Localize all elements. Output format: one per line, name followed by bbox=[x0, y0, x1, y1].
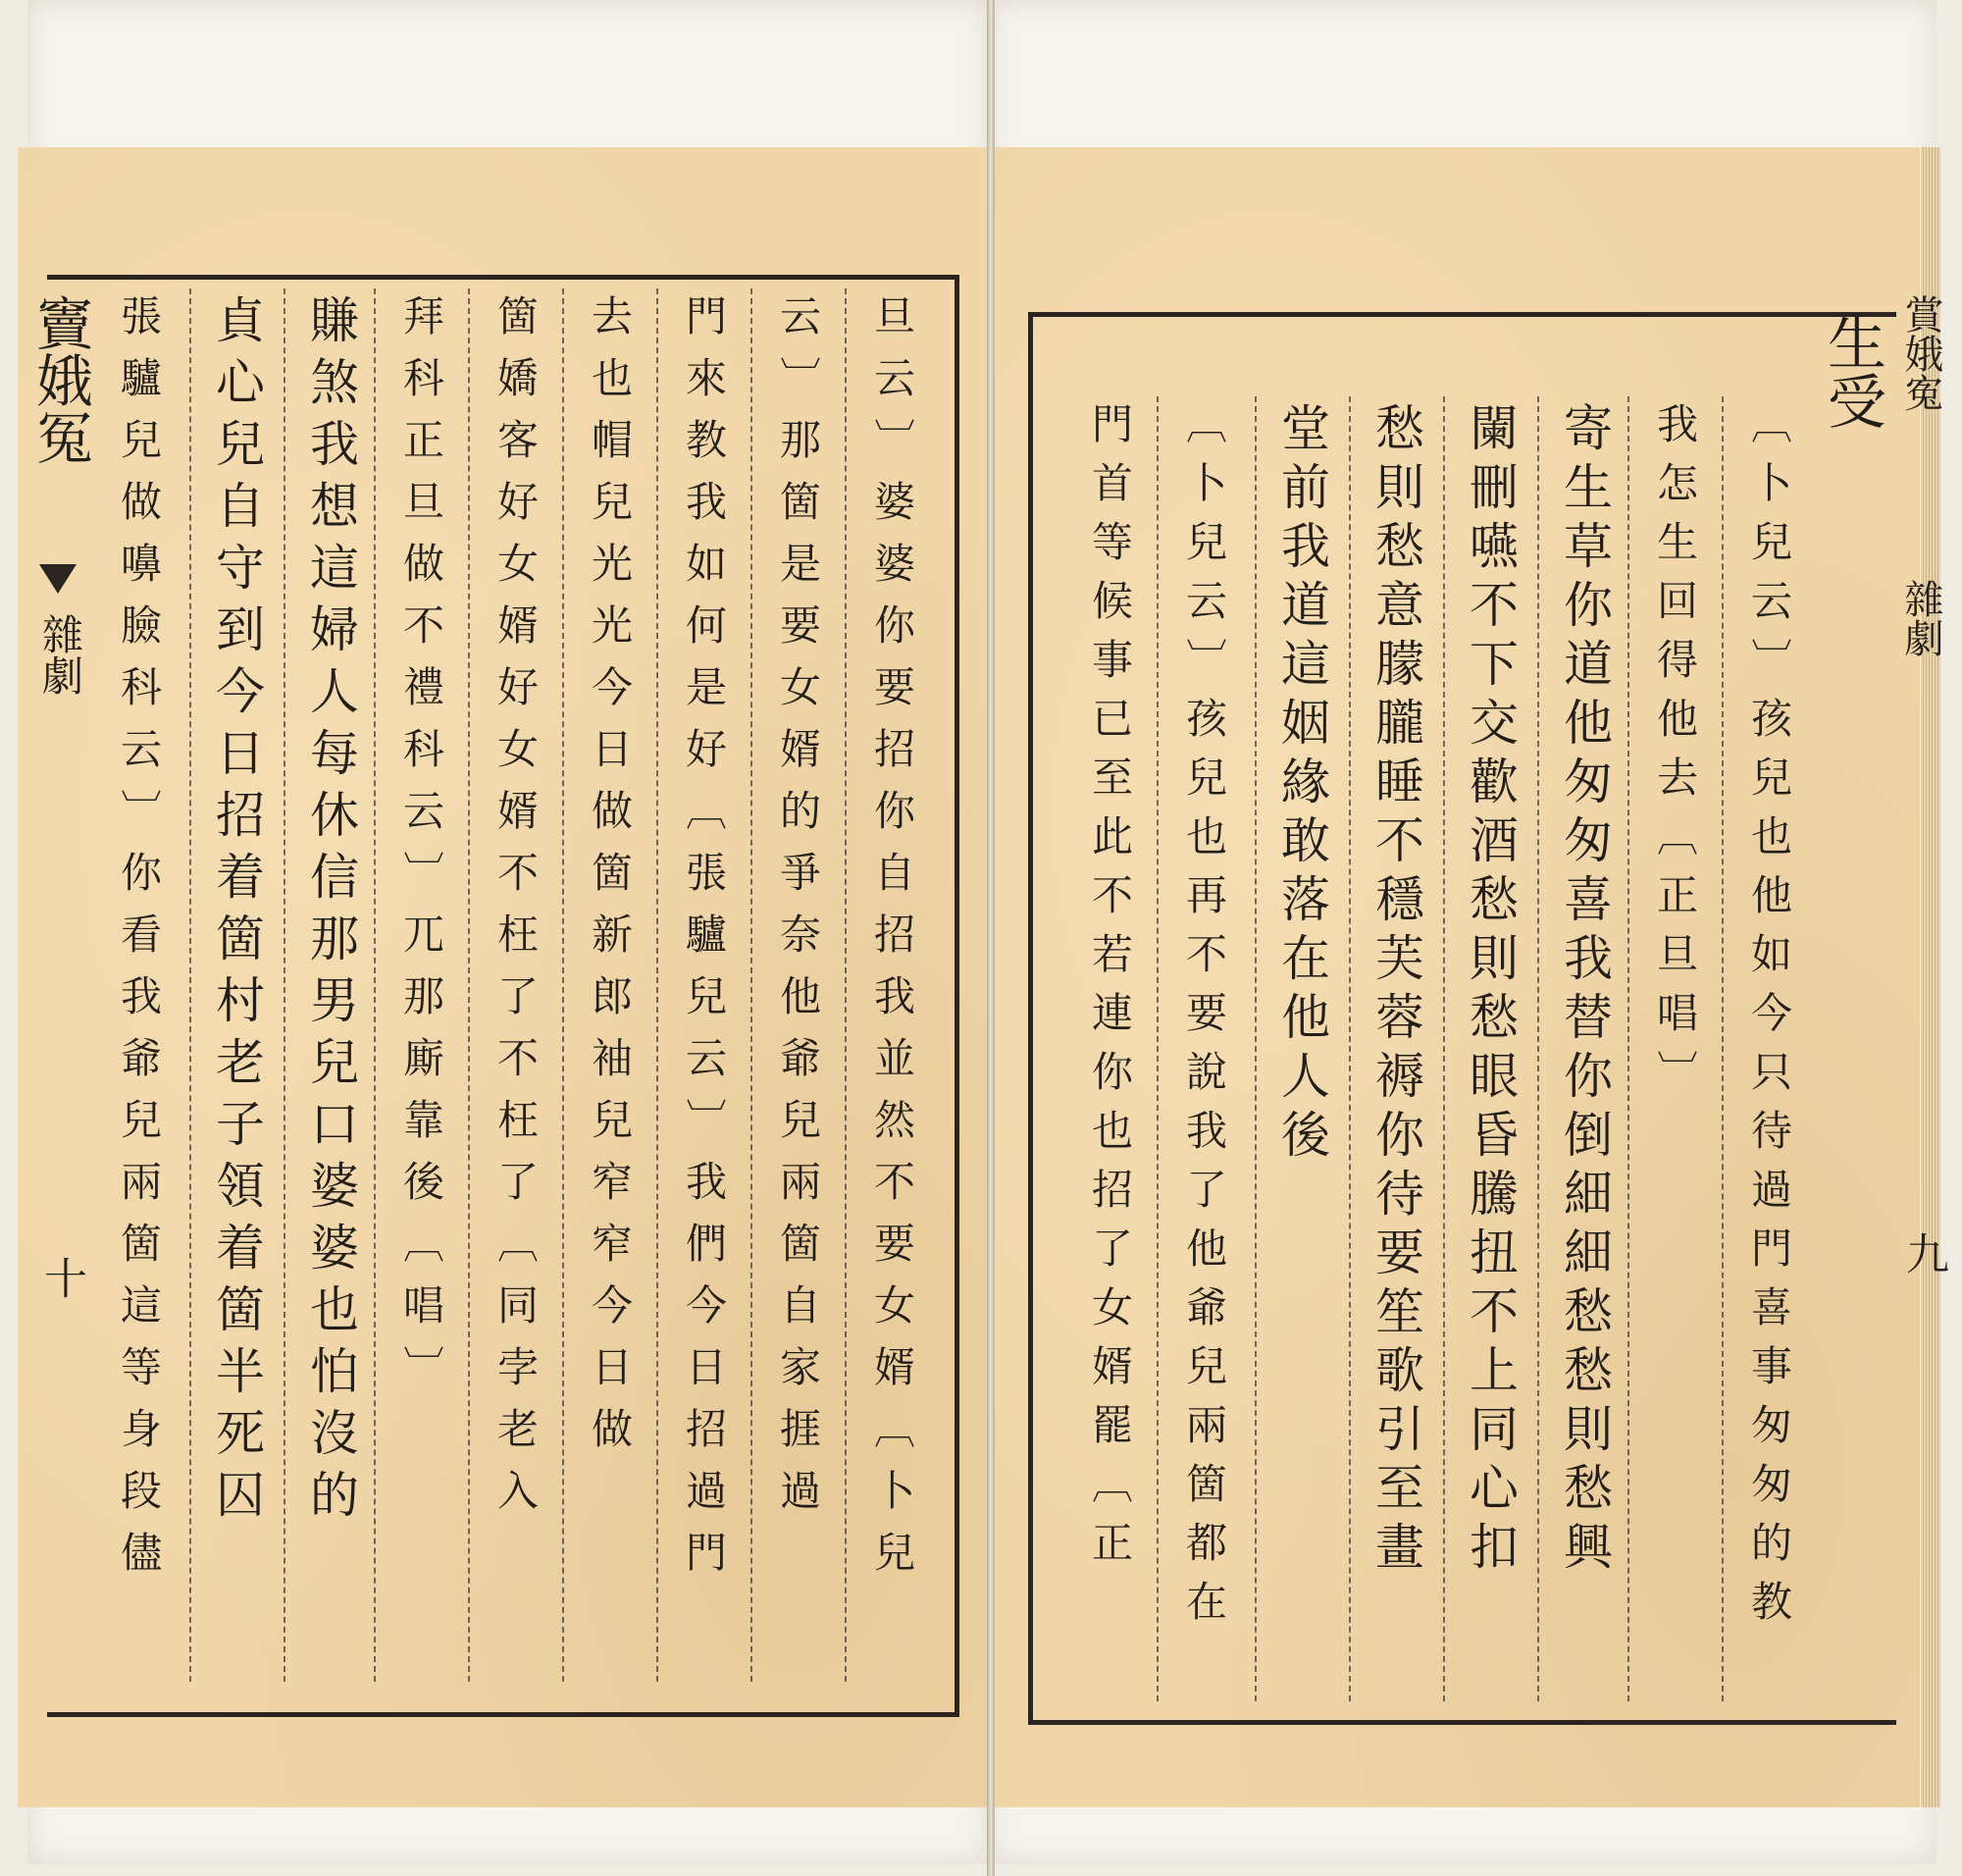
left-column-rule bbox=[284, 288, 285, 1682]
right-margin-page-number: 九 bbox=[1898, 1231, 1948, 1275]
left-column-4: 去也帽兒光光今日做箇新郎袖兒窄窄今日做 bbox=[586, 294, 634, 1469]
left-column-rule bbox=[656, 288, 658, 1682]
left-margin-title: 竇娥冤 bbox=[26, 294, 93, 465]
right-column-rule bbox=[1255, 396, 1257, 1701]
right-column-8: 門首等候事已至此不若連你也招了女婿罷〔正 bbox=[1086, 402, 1134, 1580]
right-column-3: 寄生草你道他匆匆喜我替你倒細細愁愁則愁興 bbox=[1556, 402, 1613, 1580]
right-role-heading: 生受 bbox=[1818, 312, 1886, 430]
right-margin-genre: 雜劇 bbox=[1898, 579, 1943, 657]
right-column-4: 闌刪嚥不下交歡酒愁則愁眼昏騰扭不上同心扣 bbox=[1462, 402, 1519, 1580]
right-column-rule bbox=[1157, 396, 1159, 1701]
right-column-rule bbox=[1722, 396, 1724, 1701]
left-column-7: 賺煞我想這婦人每休信那男兒口婆婆也怕沒的 bbox=[302, 294, 359, 1531]
right-column-6: 堂前我道這姻緣敢落在他人後 bbox=[1273, 402, 1330, 1168]
right-column-rule bbox=[1349, 396, 1351, 1701]
right-margin-title: 賞娥寃 bbox=[1898, 294, 1943, 412]
left-column-8: 貞心兒自守到今日招着箇村老子領着箇半死囚 bbox=[208, 294, 265, 1531]
left-column-9: 張驢兒做嚊臉科云〕你看我爺兒兩箇這等身段儘 bbox=[115, 294, 163, 1592]
right-column-rule bbox=[1537, 396, 1539, 1701]
left-margin-genre: 雜劇 bbox=[36, 613, 84, 696]
binding-gutter bbox=[987, 0, 995, 1876]
left-column-rule bbox=[189, 288, 191, 1682]
left-margin-page-number: 十 bbox=[36, 1256, 86, 1299]
right-column-5: 愁則愁意朦朧睡不穩芙蓉褥你待要笙歌引至畫 bbox=[1368, 402, 1424, 1580]
left-column-1: 旦云〕婆婆你要招你自招我並然不要女婿〔卜兒 bbox=[868, 294, 916, 1592]
left-column-rule bbox=[374, 288, 376, 1682]
left-column-6: 拜科正旦做不禮科云〕兀那廝靠後〔唱〕 bbox=[397, 294, 445, 1407]
right-column-rule bbox=[1443, 396, 1445, 1701]
left-column-rule bbox=[562, 288, 564, 1682]
right-column-2: 我怎生回得他去〔正旦唱〕 bbox=[1651, 402, 1699, 1109]
right-column-1: 〔卜兒云〕孩兒也他如今只待過門喜事匆匆的教 bbox=[1745, 402, 1793, 1639]
left-column-3: 門來教我如何是好〔張驢兒云〕我們今日招過門 bbox=[680, 294, 728, 1592]
left-column-rule bbox=[845, 288, 847, 1682]
left-column-2: 云〕那箇是要女婿的爭奈他爺兒兩箇自家捱過 bbox=[774, 294, 822, 1531]
right-column-7: 〔卜兒云〕孩兒也再不要說我了他爺兒兩箇都在 bbox=[1180, 402, 1228, 1639]
right-column-rule bbox=[1627, 396, 1629, 1701]
left-column-rule bbox=[750, 288, 752, 1682]
left-column-5: 箇嬌客好女婿好女婿不枉了不枉了〔同孛老入 bbox=[491, 294, 540, 1531]
left-column-rule bbox=[468, 288, 470, 1682]
